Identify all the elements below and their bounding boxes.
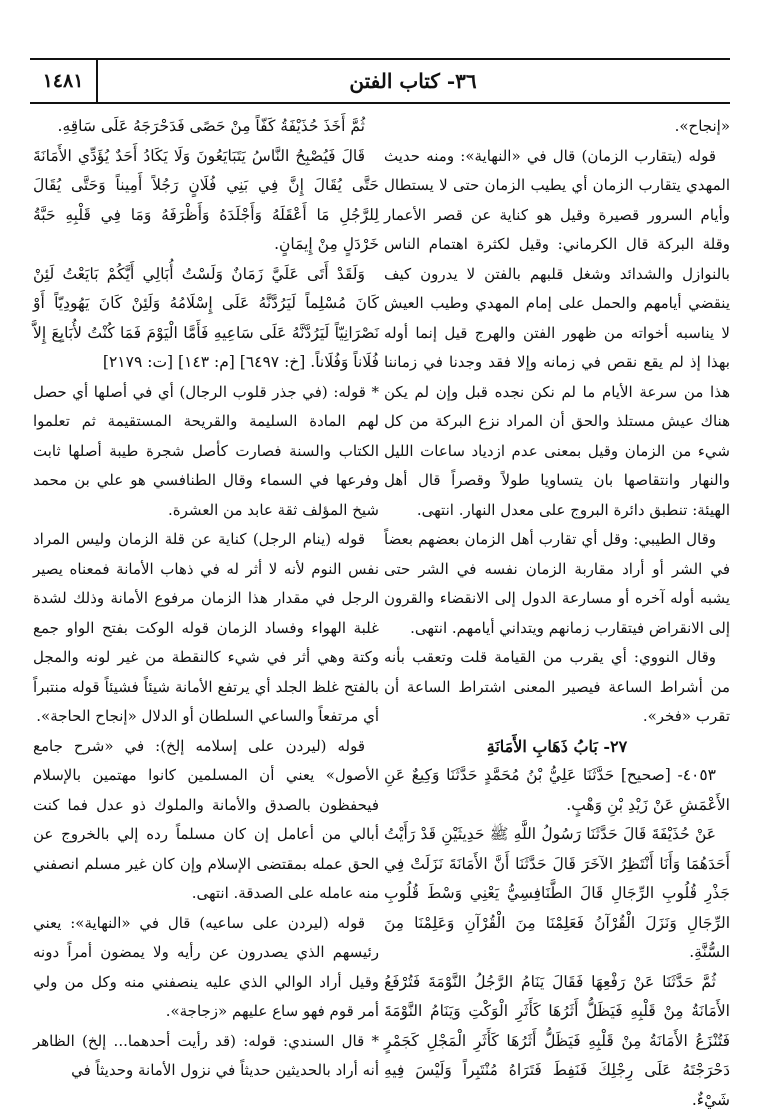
commentary-paragraph: وقال النووي: أي يقرب من القيامة قلت وتعقب بأنه من أشراط الساعة فيصير المعنى اشتراط الساعة أن تقرب «فخر». (384, 643, 730, 732)
commentary-paragraph: «إنجاح». (384, 112, 730, 142)
page-header (30, 58, 730, 104)
commentary-paragraph: قوله (ينام الرجل) كناية عن قلة الزمان وليس المراد نفس النوم لأنه لا أثر له في ذهاب الأمانة فمعناه يصير الرجل في مقدار هذا الزمان مرفوع الأمانة وذلك لشدة غلبة الهواء وفساد الزمان قوله الوكت بفتح الواو جمع وكتة وهي أثر في شيء كالنقطة من غير لونه والمجل بالفتح غلظ الجلد أي يرتفع الأمانة شيئاً فشيئاً قوله منتبراً أي مرتفعاً والساعي السلطان أو الدلال «إنجاح الحاجة». (33, 525, 379, 732)
hadith-text: ثُمَّ أَخَذَ حُذَيْفَةُ كَفّاً مِنْ حَصًى فَدَحْرَجَهُ عَلَى سَاقِهِ. (33, 112, 379, 142)
hadith-text: عَنْ حُذَيْفَةَ قَالَ حَدَّثَنَا رَسُولُ اللَّهِ ﷺ حَدِيثَيْنِ قَدْ رَأَيْتُ أَحَدَهُمَا وَأَنَا أَنْتَظِرُ الآخَرَ قَالَ حَدَّثَنَا أَنَّ الأَمَانَةَ نَزَلَتْ فِي جَذْرِ قُلُوبِ الرِّجَالِ قَالَ الطَّنَافِسِيُّ يَعْنِي وَسْطَ قُلُوبِ الرِّجَالِ وَنَزَلَ الْقُرْآنُ فَعَلِمْنَا مِنَ الْقُرْآنِ وَعَلِمْنَا مِنَ السُّنَّةِ. (384, 820, 730, 968)
hadith-text: ثُمَّ حَدَّثَنَا عَنْ رَفْعِهَا فَقَالَ يَنَامُ الرَّجُلُ النَّوْمَةَ فَتُرْفَعُ الأَمَانَةُ مِنْ قَلْبِهِ فَيَظَلُّ أَثَرُهَا كَأَثَرِ الْوَكْتِ وَيَنَامُ النَّوْمَةَ فَتُنْزَعُ الأَمَانَةُ مِنْ قَلْبِهِ فَيَظَلُّ أَثَرُهَا كَأَثَرِ الْمَجْلِ كَجَمْرٍ دَحْرَجْتَهُ عَلَى رِجْلِكَ فَنَفِطَ فَتَرَاهُ مُنْتَبِراً وَلَيْسَ فِيهِ شَيْءٌ. (384, 968, 730, 1115)
commentary-paragraph: * قوله: (في جذر قلوب الرجال) أي في أصلها أي حصل لهم المادة السليمة والقريحة المستقيمة ثم تعلموا الكتاب والسنة فصارت كأصل شجرة طيبة أصلها ثابت وفرعها في السماء وقال الطنافسي هو علي بن محمد شيخ المؤلف ثقة عابد من العشرة. (33, 378, 379, 526)
left-column (33, 112, 379, 1097)
hadith-text: قَالَ فَيُصْبِحُ النَّاسُ يَتَبَايَعُونَ وَلَا يَكَادُ أَحَدٌ يُؤَدِّي الأَمَانَةَ حَتَّى يُقَالَ إِنَّ فِي بَنِي فُلَانٍ رَجُلاً أَمِيناً وَحَتَّى يُقَالَ لِلرَّجُلِ مَا أَعْقَلَهُ وَأَجْلَدَهُ وَأَظْرَفَهُ وَمَا فِي قَلْبِهِ حَبَّةُ خَرْدَلٍ مِنْ إِيمَانٍ. (33, 142, 379, 260)
hadith-isnad: ٤٠٥٣- [صحيح] حَدَّثَنَا عَلِيُّ بْنُ مُحَمَّدٍ حَدَّثَنَا وَكِيعٌ عَنِ الأَعْمَشِ عَنْ زَيْدِ بْنِ وَهْبٍ. (384, 761, 730, 820)
commentary-paragraph: قوله (ليردن على ساعيه) قال في «النهاية»: يعني رئيسهم الذي يصدرون عن رأيه ولا يمضون أمراً دونه وقيل أراد الوالي الذي عليه ينصفني منه وكل من ولي أمر قوم فهو ساع عليهم «زجاجة». (33, 909, 379, 1027)
chapter-heading: ٢٧- بَابُ ذَهَابِ الأَمَانَةِ (384, 732, 730, 762)
commentary-paragraph: قوله (ليردن على إسلامه إلخ): في «شرح جامع الأصول» يعني أن المسلمين كانوا مهتمين بالإسلام فيحفظون بالصدق والأمانة والملوك ذو عدل فما كنت أبالي من أعامل إن كان مسلماً رده إلي بالخروج عن الحق عمله بمقتضى الإسلام وإن كان غير مسلم انصفني منه عامله على الصدقة. انتهى. (33, 732, 379, 909)
commentary-paragraph: وقال الطيبي: وقل أي تقارب أهل الزمان بعضهم بعضاً في الشر أو أراد مقاربة الزمان نفسه في الشر حتى يشبه أوله آخره أو مسارعة الدول إلى الانقضاء والقرون إلى الانقراض فيتقارب زمانهم ويتداني أيامهم. انتهى. (384, 525, 730, 643)
hadith-text: وَلَقَدْ أَتَى عَلَيَّ زَمَانٌ وَلَسْتُ أُبَالِي أَيَّكُمْ بَايَعْتُ لَئِنْ كَانَ مُسْلِماً لَيَرُدَّنَّهُ عَلَى إِسْلَامُهُ وَلَئِنْ كَانَ يَهُودِيّاً أَوْ نَصْرَانِيّاً لَيَرُدَّنَّهُ عَلَى سَاعِيهِ فَأَمَّا الْيَوْمَ فَمَا كُنْتُ لأُبَايِعَ إِلاَّ فُلَاناً وَفُلَاناً. [خ: ٦٤٩٧] [م: ١٤٣] [ت: ٢١٧٩] (33, 260, 379, 378)
commentary-paragraph: قوله (يتقارب الزمان) قال في «النهاية»: ومنه حديث المهدي يتقارب الزمان أي يطيب الزمان حتى لا يستطال وأيام السرور قصيرة وقيل هو كناية عن قصر الأعمار وقلة البركة قال الكرماني: وقيل لكثرة اهتمام الناس بالنوازل والشدائد وشغل قلبهم بالفتن لا يدرون كيف ينقضي أيامهم والحمل على إمام المهدي وطيب العيش لا يناسبه أخواته من ظهور الفتن والهرج قيل إنما أوله بهذا إذ لم يقع نقص في زمانه وإلا فقد وجدنا في زماننا هذا من سرعة الأيام ما لم نكن نجده قبل وإن لم يكن هناك عيش مستلذ والحق أن المراد نزع البركة من كل شيء من الزمان وقيل بمعنى عدم ازدياد ساعات الليل والنهار وانتقاصها بان يتساويا طولاً وقصراً قال أهل الهيئة: تنطبق دائرة البروج على معدل النهار. انتهى. (384, 142, 730, 526)
right-column (384, 112, 730, 1097)
page-number: ١٤٨١ (30, 60, 98, 102)
running-title: ٣٦- كتاب الفتن (96, 60, 730, 102)
commentary-paragraph: * قال السندي: قوله: (قد رأيت أحدهما... إلخ) الظاهر أنه أراد بالحديثين حديثاً في نزول الأمانة وحديثاً في (33, 1027, 379, 1086)
